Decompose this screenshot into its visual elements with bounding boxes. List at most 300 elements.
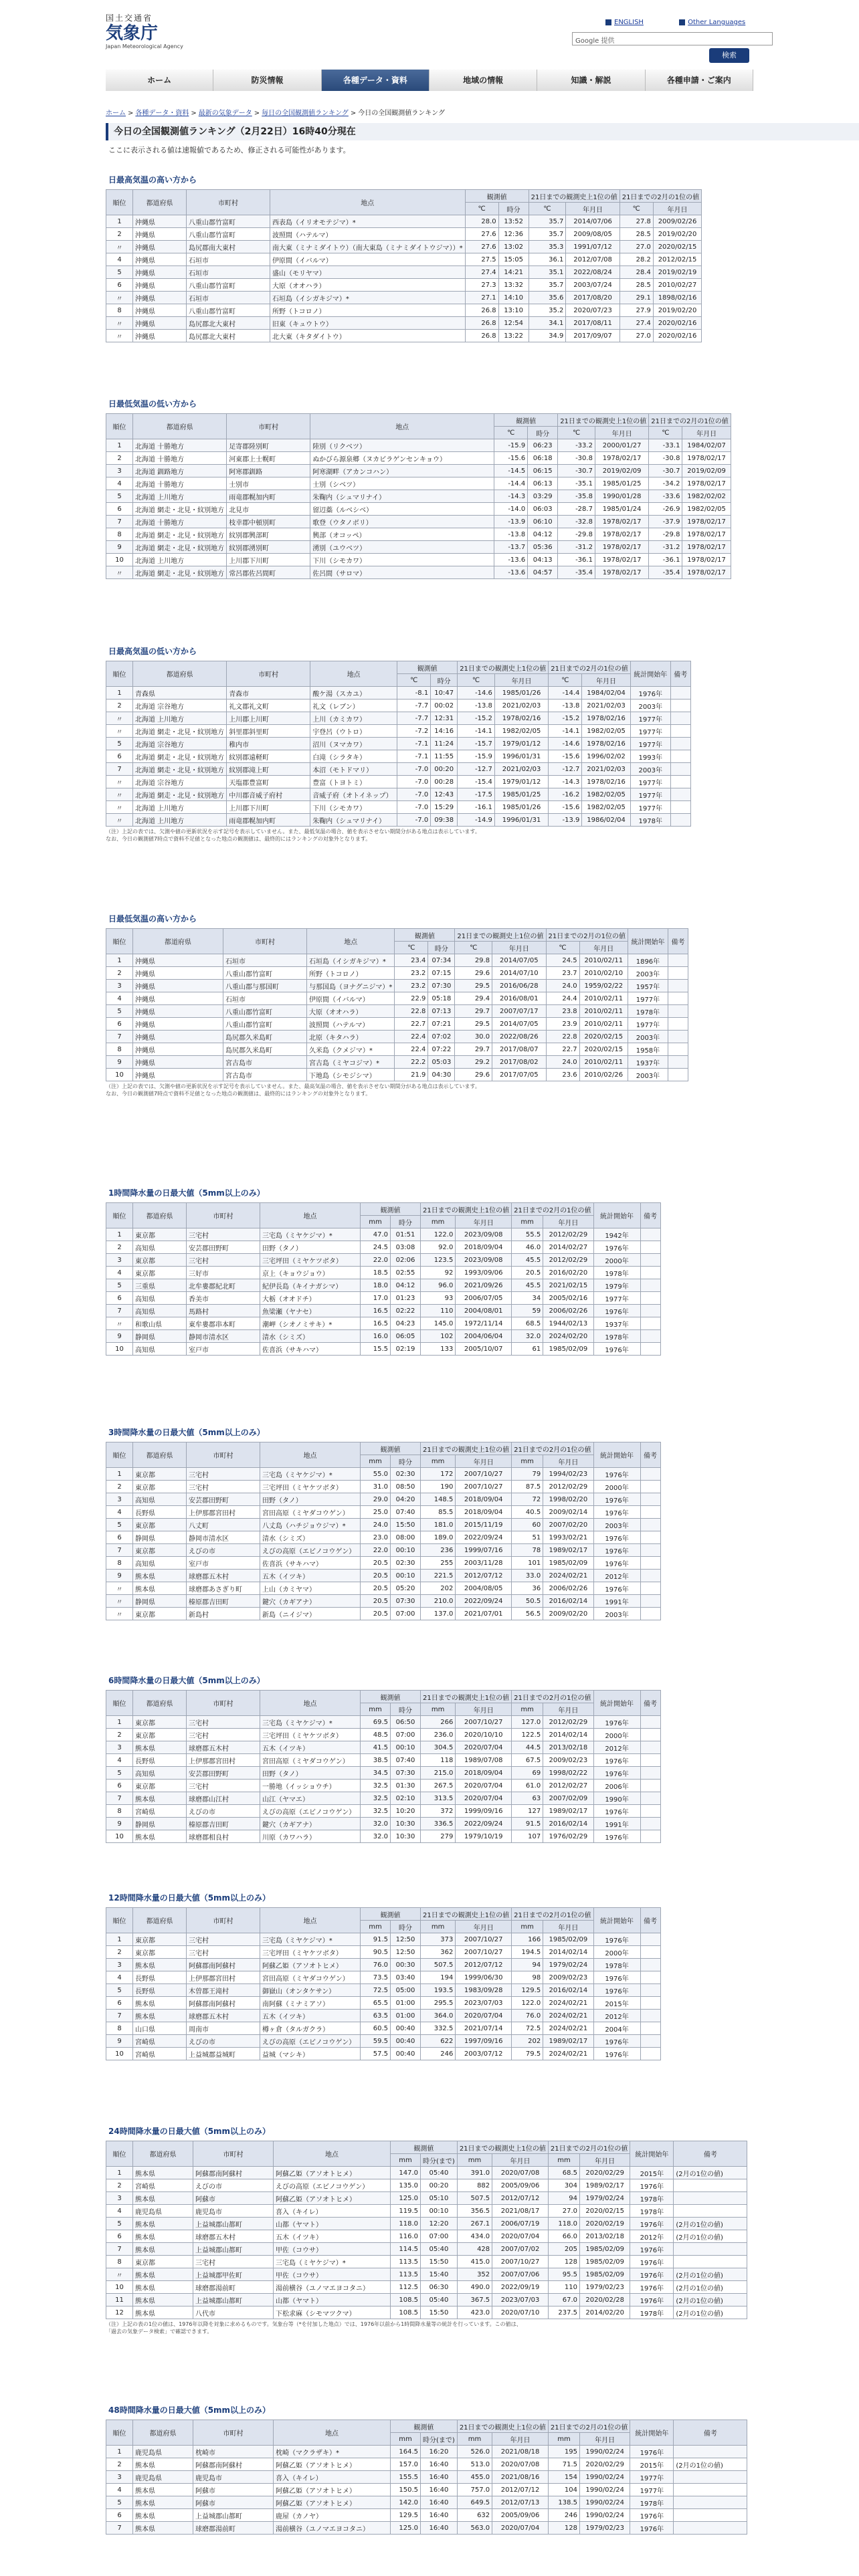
header-observed: 観測値 — [397, 661, 458, 674]
table-cell — [668, 1005, 688, 1018]
table-row — [106, 2192, 747, 2205]
table-cell: 熊本県 — [133, 2496, 193, 2509]
table-cell: 樽ヶ倉（タルガクラ） — [260, 2022, 361, 2035]
table-cell: 25.0 — [361, 1506, 391, 1519]
table-cell: 熊本県 — [133, 2294, 193, 2306]
table-cell: 29.7 — [455, 1043, 492, 1056]
table-cell: 22.9 — [395, 992, 428, 1005]
nav-knowledge[interactable]: 知識・解説 — [537, 70, 645, 91]
table-cell: (2月の1位の値) — [674, 2294, 747, 2306]
table-cell: 鹿児島市 — [193, 2205, 274, 2218]
table-cell: (2月の1位の値) — [674, 2230, 747, 2243]
header-unit: mm — [391, 2154, 421, 2167]
table-cell: 32.5 — [361, 1792, 391, 1805]
table-cell: 07:21 — [428, 1018, 455, 1031]
table-cell: 9 — [106, 1330, 133, 1343]
table-cell: 長野県 — [133, 1754, 187, 1767]
table-cell — [674, 2179, 747, 2192]
table-cell: 38.5 — [361, 1754, 391, 1767]
table-cell: 静岡市清水区 — [187, 1330, 260, 1343]
ranking-section — [106, 174, 702, 342]
table-row — [106, 1343, 661, 1356]
header-date: 年月日 — [492, 942, 546, 954]
table-cell: 沖縄県 — [133, 967, 223, 980]
jma-logo[interactable] — [106, 12, 183, 49]
table-cell — [674, 2496, 747, 2509]
breadcrumb-latest[interactable]: 最新の気象データ — [198, 110, 252, 117]
table-cell: 455.0 — [457, 2471, 492, 2484]
table-cell: 114.5 — [391, 2243, 421, 2256]
table-cell: 1982/02/05 — [682, 503, 731, 516]
table-cell: 2010/02/11 — [579, 1056, 628, 1069]
table-cell: 阿蘇乙姫（アソオトヒメ） — [260, 1959, 361, 1971]
table-cell: 〃 — [106, 292, 133, 304]
table-cell: 757.0 — [457, 2484, 492, 2496]
table-cell: 16:40 — [421, 2496, 458, 2509]
table-cell: 石垣市 — [223, 992, 307, 1005]
table-cell: 高知県 — [133, 1343, 187, 1356]
table-cell: 150.5 — [391, 2484, 421, 2496]
table-cell: 68.5 — [512, 1317, 543, 1330]
table-cell: 125.0 — [391, 2522, 421, 2535]
table-cell: 2012年 — [593, 2010, 640, 2022]
nav-data[interactable]: 各種データ・資料 — [322, 70, 430, 91]
table-cell — [670, 725, 690, 738]
table-cell: 07:30 — [391, 1595, 421, 1608]
table-cell: 1 — [106, 1933, 133, 1946]
table-cell: 紋別郡湧別町 — [227, 541, 310, 554]
section-title: 日最低気温の高い方から — [108, 914, 197, 924]
ranking-table — [106, 928, 688, 1081]
table-cell: 1978年 — [593, 1959, 640, 1971]
table-row — [106, 1729, 661, 1741]
table-cell: 2012/07/12 — [492, 2192, 549, 2205]
table-cell: 02:55 — [391, 1267, 421, 1279]
table-cell: 2012/07/12 — [456, 1959, 512, 1971]
table-cell: 2012/02/29 — [543, 1481, 593, 1493]
table-cell: 2021/07/14 — [456, 2022, 512, 2035]
header-record-all: 21日までの観測史上1位の値 — [558, 414, 649, 427]
table-cell: 29.6 — [455, 967, 492, 980]
table-cell: 34 — [512, 1292, 543, 1305]
table-cell: 1979/02/24 — [543, 1959, 593, 1971]
table-cell: 147.0 — [391, 2167, 421, 2179]
table-cell: 23.8 — [546, 1005, 579, 1018]
table-cell: えびの高原（エビノコウゲン） — [260, 1544, 361, 1557]
table-cell: 15:40 — [421, 2268, 458, 2281]
table-cell: 1985/01/25 — [494, 788, 548, 801]
ranking-table — [106, 189, 702, 342]
table-row — [106, 516, 731, 528]
table-cell: 23.6 — [546, 1069, 579, 1081]
table-row — [106, 1267, 661, 1279]
table-cell: 熊本県 — [133, 1741, 187, 1754]
table-cell — [668, 1031, 688, 1043]
search-button[interactable]: 検索 — [709, 48, 749, 63]
breadcrumb: ホーム > 各種データ・資料 > 最新の気象データ > 毎日の全国観測値ランキング > 今日の全国観測値ランキング — [106, 110, 445, 117]
header-observed: 観測値 — [494, 414, 558, 427]
table-cell: 07:02 — [428, 1031, 455, 1043]
table-cell: 16:40 — [421, 2471, 458, 2484]
table-cell: 東京都 — [133, 1780, 187, 1792]
table-cell: 267.1 — [457, 2218, 492, 2230]
table-cell: 12:54 — [498, 317, 529, 330]
header-record-all: 21日までの観測史上1位の値 — [529, 190, 619, 203]
table-row — [106, 2243, 747, 2256]
table-cell: -14.6 — [458, 687, 495, 700]
table-cell: 青森市 — [227, 687, 310, 700]
header-date: 年月日 — [582, 674, 630, 687]
table-cell: 22.4 — [395, 1043, 428, 1056]
header-date: 年月日 — [456, 1703, 512, 1716]
table-cell: 湯前横谷（ユノマエヨコタニ） — [274, 2281, 391, 2294]
table-cell: 59.5 — [361, 2035, 391, 2048]
table-cell: 164.5 — [391, 2446, 421, 2458]
table-cell: 113.5 — [391, 2268, 421, 2281]
table-row — [106, 1305, 661, 1317]
table-cell: 35.3 — [529, 241, 566, 253]
table-row — [106, 1582, 661, 1595]
table-cell: 三宅坪田（ミヤケツボタ） — [260, 1729, 361, 1741]
table-cell: 八重山郡竹富町 — [223, 1018, 307, 1031]
table-cell: 1979/02/24 — [580, 2192, 630, 2205]
table-cell: 2005/02/16 — [543, 1292, 593, 1305]
table-cell: 5 — [106, 490, 133, 503]
table-cell: 41.5 — [361, 1741, 391, 1754]
table-cell: 1985/01/24 — [595, 503, 648, 516]
table-cell: 1976年 — [630, 2243, 674, 2256]
table-cell: 1979年 — [593, 1279, 640, 1292]
table-cell: 八重山郡与那国町 — [223, 980, 307, 992]
table-cell: 137.0 — [421, 1608, 456, 1620]
table-cell: 35.7 — [529, 279, 566, 292]
table-cell: 北海道 十勝地方 — [133, 516, 227, 528]
header-site: 地点 — [310, 414, 494, 439]
table-cell: 北海道 網走・北見・紋別地方 — [133, 750, 227, 763]
table-cell: 110 — [548, 2281, 579, 2294]
table-cell — [640, 1997, 660, 2010]
table-cell: 東京都 — [133, 1544, 187, 1557]
table-cell: 7 — [106, 2243, 133, 2256]
table-cell: 東京都 — [133, 1608, 187, 1620]
english-link[interactable]: ENGLISH — [614, 19, 644, 26]
table-cell: 雨竜郡幌加内町 — [227, 814, 310, 827]
table-cell: 123.5 — [421, 1254, 456, 1267]
header-rank: 順位 — [106, 661, 133, 687]
table-cell: 2020/07/04 — [492, 2522, 549, 2535]
table-cell: 06:10 — [528, 516, 558, 528]
table-cell: 5 — [106, 1005, 133, 1018]
table-cell: 15:50 — [391, 1519, 421, 1531]
table-cell: 1979/01/12 — [494, 738, 548, 750]
table-cell: 148.5 — [421, 1493, 456, 1506]
table-cell: 高知県 — [133, 1241, 187, 1254]
table-cell: 67.0 — [548, 2294, 579, 2306]
nav-home[interactable]: ホーム — [106, 70, 213, 91]
table-cell: 2020/02/29 — [580, 2458, 630, 2471]
table-cell: 阿蘇乙姫（アソオトヒメ） — [274, 2167, 391, 2179]
header-unit: ℃ — [494, 427, 528, 439]
table-cell: 92 — [421, 1267, 456, 1279]
table-cell: 3 — [106, 1741, 133, 1754]
table-cell: 1985/02/09 — [543, 1343, 593, 1356]
table-cell: 00:30 — [391, 1959, 421, 1971]
table-cell — [640, 2022, 660, 2035]
table-cell — [674, 2243, 747, 2256]
table-row — [106, 1317, 661, 1330]
table-row — [106, 1959, 661, 1971]
table-cell: 15.5 — [361, 1343, 391, 1356]
table-cell — [670, 700, 690, 712]
table-cell: -14.9 — [458, 814, 495, 827]
table-cell: 東京都 — [133, 1254, 187, 1267]
table-cell: -30.7 — [558, 465, 595, 477]
table-cell: 五木（イツキ） — [260, 1741, 361, 1754]
table-cell: 46.0 — [512, 1241, 543, 1254]
table-cell: 428 — [457, 2243, 492, 2256]
table-cell: 8 — [106, 1805, 133, 1818]
table-row — [106, 1506, 661, 1519]
table-cell: 05:40 — [421, 2243, 458, 2256]
table-cell: 20.5 — [361, 1595, 391, 1608]
table-cell: 熊本県 — [133, 1582, 187, 1595]
table-cell: 00:40 — [391, 2048, 421, 2060]
table-row — [106, 954, 688, 967]
table-cell: 1994/02/23 — [543, 1468, 593, 1481]
table-cell: 69.5 — [361, 1716, 391, 1729]
table-cell: 熊本県 — [133, 2522, 193, 2535]
table-cell: -17.5 — [458, 788, 495, 801]
table-cell: 71.5 — [548, 2458, 579, 2471]
table-cell: 2000/01/27 — [595, 439, 648, 452]
table-cell: 03:29 — [528, 490, 558, 503]
table-cell: 2006/02/26 — [543, 1305, 593, 1317]
table-cell: 2003年 — [593, 1519, 640, 1531]
search-input[interactable]: Google 提供 — [572, 32, 773, 45]
nav-disaster-info[interactable]: 防災情報 — [213, 70, 321, 91]
table-cell: 7 — [106, 763, 133, 776]
header-date: 年月日 — [492, 2433, 549, 2446]
table-cell: 1976年 — [593, 1582, 640, 1595]
table-cell: 00:40 — [391, 2035, 421, 2048]
table-cell: 23.0 — [361, 1531, 391, 1544]
table-cell: 潮岬（シオノミサキ）* — [260, 1317, 361, 1330]
ranking-section — [106, 645, 691, 843]
table-cell: 1 — [106, 687, 133, 700]
table-cell: 1978年 — [628, 1005, 668, 1018]
header-city: 市町村 — [227, 414, 310, 439]
table-cell: 127.0 — [512, 1716, 543, 1729]
table-cell: 2017/08/07 — [492, 1043, 546, 1056]
table-cell: 八重山郡竹富町 — [187, 304, 270, 317]
header-site: 地点 — [260, 1203, 361, 1228]
table-cell: 2007/02/20 — [543, 1519, 593, 1531]
table-cell: 563.0 — [457, 2522, 492, 2535]
table-cell: 96.0 — [421, 1279, 456, 1292]
table-cell: 2 — [106, 1729, 133, 1741]
table-cell: 352 — [457, 2268, 492, 2281]
section-footnote: （注）上記の表では、欠測や値の更新状況を示す記号を表示していません。また、最高気温の場合、値を表示させない期間分がある地点は表示しています。 なお、今日の観測値7時点で資料不足値となった地点の観測値は、最終的にはランキングの対象外となります。 — [106, 1083, 480, 1097]
header-rank: 順位 — [106, 414, 133, 439]
table-cell: 2006/07/05 — [456, 1292, 512, 1305]
table-cell: 1976年 — [630, 2268, 674, 2281]
other-languages-link[interactable]: Other Languages — [688, 19, 746, 26]
table-cell: 東京都 — [133, 1468, 187, 1481]
header-city: 市町村 — [227, 661, 310, 687]
table-cell: 沖縄県 — [133, 215, 187, 228]
table-cell: 紋別郡遠軽町 — [227, 750, 310, 763]
table-cell: 2017/09/07 — [566, 330, 619, 342]
header-rank: 順位 — [106, 190, 133, 215]
breadcrumb-data[interactable]: 各種データ・資料 — [135, 110, 189, 117]
table-cell: 1978/02/17 — [682, 516, 731, 528]
header-city: 市町村 — [187, 190, 270, 215]
table-cell: (2月の1位の値) — [674, 2458, 747, 2471]
table-cell: -13.9 — [549, 814, 582, 827]
table-cell: 24.5 — [546, 954, 579, 967]
table-cell: 12:36 — [498, 228, 529, 241]
table-cell: 35.2 — [529, 304, 566, 317]
table-cell: 95.5 — [548, 2268, 579, 2281]
table-cell: 甲佐（コウサ） — [274, 2268, 391, 2281]
table-cell: 1990/02/24 — [580, 2446, 630, 2458]
table-row — [106, 1241, 661, 1254]
table-cell: 2020/02/15 — [580, 2205, 630, 2218]
table-cell: 57.5 — [361, 2048, 391, 2060]
table-cell: 2007/10/27 — [456, 1481, 512, 1493]
table-cell: 山都（ヤマト） — [274, 2218, 391, 2230]
english-icon — [605, 19, 611, 25]
table-cell — [640, 1716, 660, 1729]
table-row — [106, 1946, 661, 1959]
table-cell: 島尻郡久米島町 — [223, 1031, 307, 1043]
header-unit: mm — [391, 2433, 421, 2446]
table-cell: (2月の1位の値) — [674, 2268, 747, 2281]
table-cell: 東京都 — [133, 1519, 187, 1531]
table-cell: 熊本県 — [133, 2268, 193, 2281]
table-cell: 佐呂間（サロマ） — [310, 566, 494, 579]
table-row — [106, 2458, 747, 2471]
table-cell: 2 — [106, 700, 133, 712]
table-cell: -12.7 — [549, 763, 582, 776]
table-cell: -13.8 — [458, 700, 495, 712]
table-cell: 1985/02/09 — [580, 2243, 630, 2256]
breadcrumb-home[interactable]: ホーム — [106, 110, 126, 117]
table-cell: 05:00 — [391, 1984, 421, 1997]
table-cell: 三宅村 — [187, 1933, 260, 1946]
table-cell: 3 — [106, 1493, 133, 1506]
table-cell: 2010/02/11 — [579, 1005, 628, 1018]
table-cell: 3 — [106, 2192, 133, 2205]
table-cell: 1990年 — [593, 1792, 640, 1805]
table-cell: 69 — [512, 1767, 543, 1780]
nav-regional[interactable]: 地域の情報 — [430, 70, 537, 91]
header-prefecture: 都道府県 — [133, 1908, 187, 1933]
table-cell: 山都（ヤマト） — [274, 2294, 391, 2306]
table-cell: 山口県 — [133, 2022, 187, 2035]
table-cell: 2021/09/26 — [456, 1279, 512, 1292]
breadcrumb-current: 今日の全国観測値ランキング — [358, 110, 445, 117]
breadcrumb-ranking[interactable]: 毎日の全国観測値ランキング — [262, 110, 349, 117]
table-cell: 湧別（ユウベツ） — [310, 541, 494, 554]
table-cell: 24.5 — [361, 1241, 391, 1254]
table-cell: 沖縄県 — [133, 304, 187, 317]
table-cell: 阿蘇郡南阿蘇村 — [187, 1997, 260, 2010]
table-cell: 1996/01/31 — [494, 814, 548, 827]
table-cell: 1976年 — [630, 2256, 674, 2268]
table-cell: 06:15 — [528, 465, 558, 477]
section-title: 日最高気温の低い方から — [108, 647, 197, 656]
table-cell: -7.0 — [397, 776, 431, 788]
table-cell: 2021/08/16 — [492, 2471, 549, 2484]
table-cell: 1979/02/23 — [580, 2522, 630, 2535]
table-cell: 04:20 — [391, 1493, 421, 1506]
table-cell: 〃 — [106, 1608, 133, 1620]
table-cell: 1999/07/16 — [456, 1544, 512, 1557]
table-cell: 2016/02/14 — [543, 1818, 593, 1830]
table-cell: 304 — [548, 2179, 579, 2192]
table-cell: 1977年 — [628, 1018, 668, 1031]
table-cell — [640, 2035, 660, 2048]
table-row — [106, 992, 688, 1005]
table-cell: 2000年 — [593, 1254, 640, 1267]
table-cell: 1976年 — [593, 2048, 640, 2060]
nav-applications[interactable]: 各種申請・ご案内 — [646, 70, 753, 91]
header-record-feb: 21日までの2月の1位の値 — [512, 1203, 593, 1216]
table-cell: 1982/02/05 — [582, 725, 630, 738]
table-cell: 15:50 — [421, 2306, 458, 2319]
table-cell: 6 — [106, 1997, 133, 2010]
table-cell: 三宅村 — [187, 1946, 260, 1959]
table-cell: 熊本県 — [133, 1959, 187, 1971]
table-row — [106, 1595, 661, 1608]
table-cell: 東京都 — [133, 1729, 187, 1741]
table-cell: 2007/10/27 — [492, 2256, 549, 2268]
table-cell: 35.7 — [529, 228, 566, 241]
table-cell: 23.2 — [395, 967, 428, 980]
table-cell: 1993/09/06 — [456, 1267, 512, 1279]
table-cell: 00:10 — [421, 2205, 458, 2218]
table-cell: 2024/02/21 — [543, 1570, 593, 1582]
table-cell: -15.6 — [549, 750, 582, 763]
table-cell — [640, 1267, 660, 1279]
table-cell: -14.0 — [494, 503, 528, 516]
table-row — [106, 279, 702, 292]
table-cell: 東京都 — [133, 1267, 187, 1279]
table-cell: 熊本県 — [133, 1570, 187, 1582]
table-cell: 06:50 — [391, 1716, 421, 1729]
header-city: 市町村 — [187, 1908, 260, 1933]
header-time: 時分 — [431, 674, 458, 687]
table-cell: 球磨郡湯前町 — [193, 2281, 274, 2294]
section-title: 12時間降水量の日最大値（5mm以上のみ） — [108, 1893, 271, 1903]
ranking-section — [106, 2125, 747, 2335]
table-cell: 三宅島（ミヤケジマ）* — [260, 1933, 361, 1946]
table-cell: 29.2 — [455, 1056, 492, 1069]
table-cell: 沖縄県 — [133, 253, 187, 266]
table-cell: 島尻郡南大東村 — [187, 241, 270, 253]
table-cell: 59 — [512, 1305, 543, 1317]
table-cell: 34.9 — [529, 330, 566, 342]
table-cell: 31.0 — [361, 1481, 391, 1493]
table-cell: 八重山郡竹富町 — [187, 279, 270, 292]
table-cell: 2012/02/27 — [543, 1780, 593, 1792]
table-cell: 246 — [548, 2509, 579, 2522]
table-cell: 2012/02/15 — [653, 253, 701, 266]
table-cell: 107 — [512, 1830, 543, 1843]
table-cell: 513.0 — [457, 2458, 492, 2471]
table-row — [106, 2496, 747, 2509]
